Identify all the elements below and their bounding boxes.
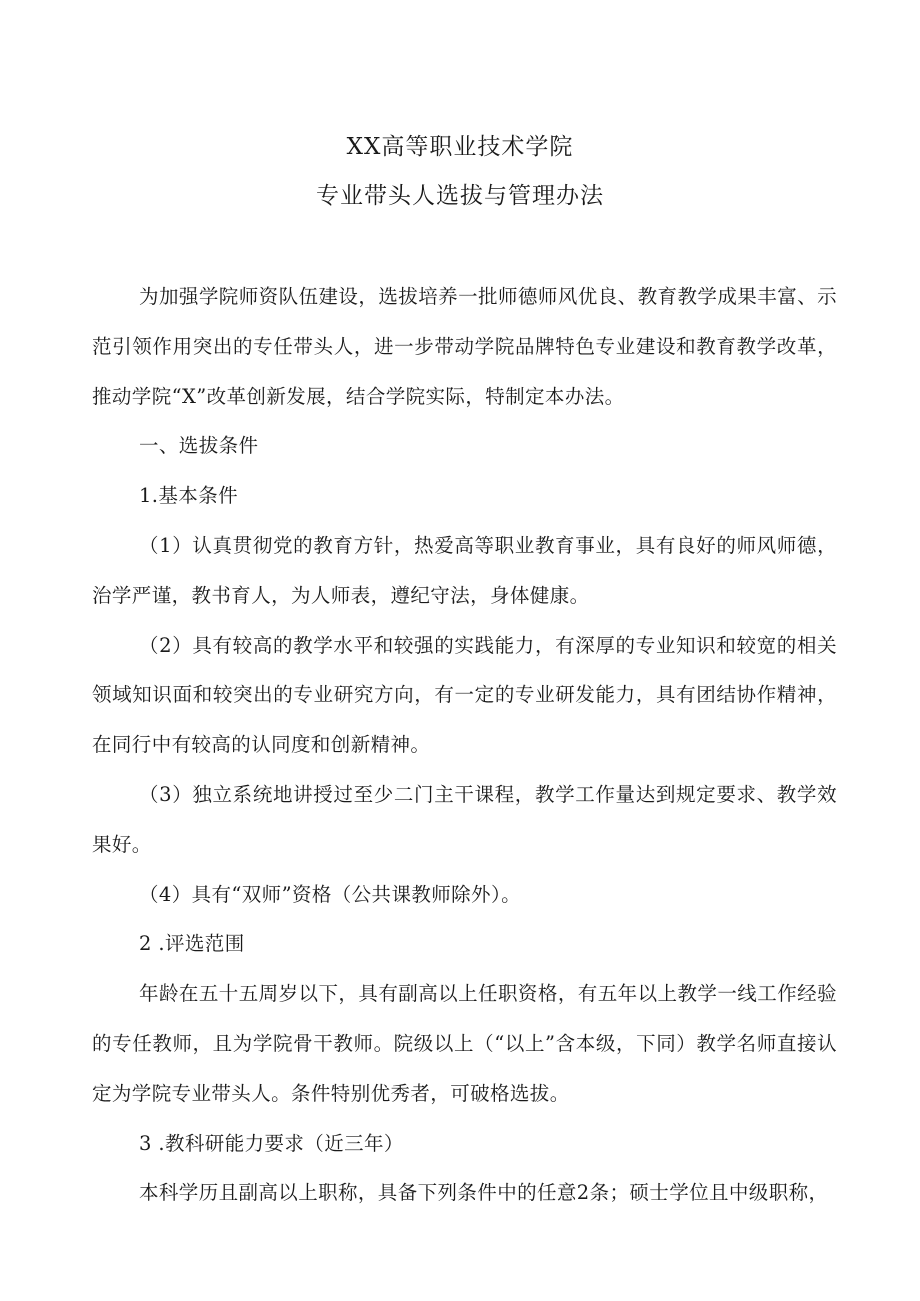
condition-item-3: （3）独立系统地讲授过至少二门主干课程，教学工作量达到规定要求、教学效果好。 (92, 782, 837, 856)
condition-item-1: （1）认真贯彻党的教育方针，热爱高等职业教育事业，具有良好的师风师德，治学严谨，教书育人，为人师表，遵纪守法，身体健康。 (92, 533, 837, 607)
document-title-line-1: XX高等职业技术学院 (346, 134, 574, 160)
selection-scope-paragraph: 年龄在五十五周岁以下，具有副高以上任职资格，有五年以上教学一线工作经验的专任教师，且为学院骨干教师。院级以上（“以上”含本级，下同）教学名师直接认定为学院专业带头人。条件特别优秀者，可破格选拔。 (92, 982, 837, 1105)
subheading-basic-conditions: 1.基本条件 (139, 484, 239, 508)
section-heading-selection-conditions: 一、选拔条件 (139, 434, 259, 458)
research-requirements-paragraph: 本科学历且副高以上职称，具备下列条件中的任意2条；硕士学位且中级职称， (139, 1181, 829, 1205)
document-title-line-2: 专业带头人选拔与管理办法 (316, 183, 604, 209)
intro-paragraph: 为加强学院师资队伍建设，选拔培养一批师德师风优良、教育教学成果丰富、示范引领作用突出的专任带头人，进一步带动学院品牌特色专业建设和教育教学改革，推动学院“X”改革创新发展，结合学院实际，特制定本办法。 (92, 285, 837, 408)
subheading-selection-scope: 2 .评选范围 (139, 932, 245, 956)
document-body (92, 272, 837, 1218)
condition-item-2: （2）具有较高的教学水平和较强的实践能力，有深厚的专业知识和较宽的相关领域知识面和较突出的专业研究方向，有一定的专业研发能力，具有团结协作精神，在同行中有较高的认同度和创新精神。 (92, 633, 837, 757)
subheading-research-requirements: 3 .教科研能力要求（近三年） (139, 1131, 404, 1155)
condition-item-4: （4）具有“双师”资格（公共课教师除外）。 (139, 882, 521, 906)
